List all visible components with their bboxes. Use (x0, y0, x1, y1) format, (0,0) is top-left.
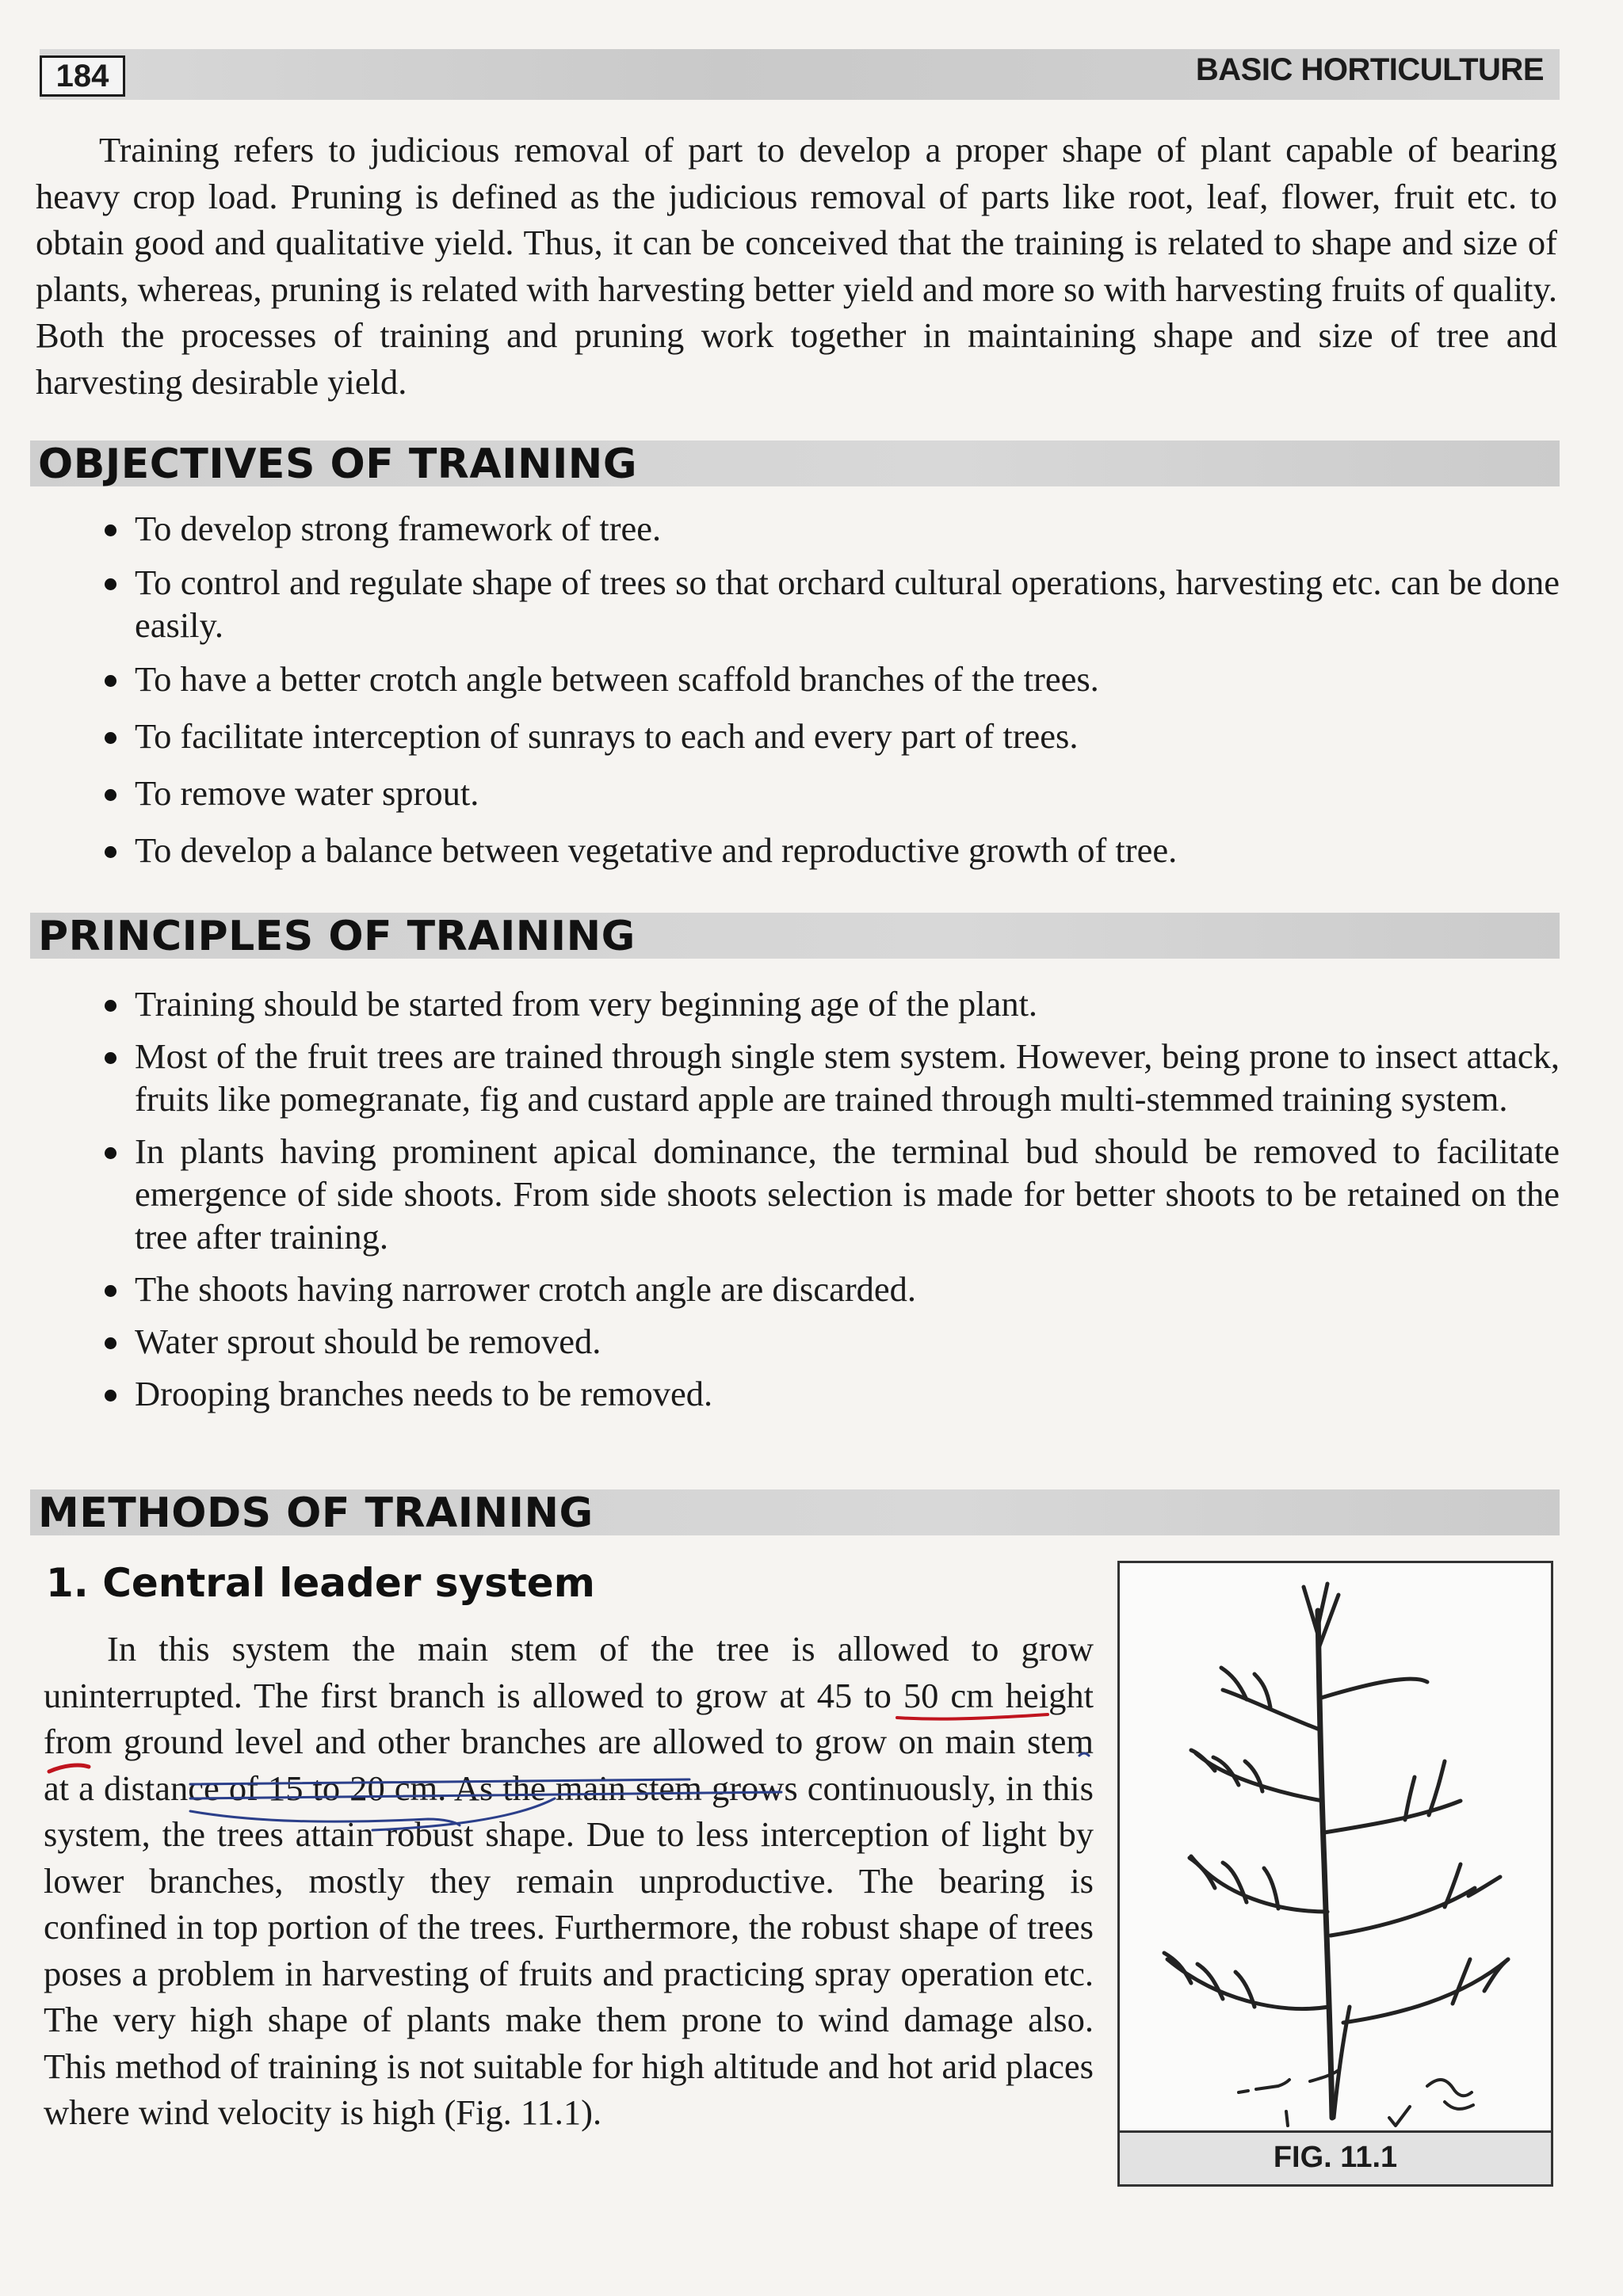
running-head: BASIC HORTICULTURE (1195, 52, 1544, 87)
principles-list (0, 982, 1560, 1415)
list-item: To develop strong framework of tree. (0, 507, 1560, 550)
figure-11-1 (1117, 1561, 1553, 2187)
page-header (40, 49, 1560, 100)
intro-paragraph: Training refers to judicious removal of part to develop a proper shape of plant capable of bearing heavy crop load. Pruning is defined as the judicious removal of parts like root, leaf, flower, fruit etc. to obtain good and qualitative yield. Thus, it can be conceived that the training is related to shape and size of plants, whereas, pruning is related with harvesting better yield and more so with harvesting fruits of quality. Both the processes of training and pruning work together in maintaining shape and size of tree and harvesting desirable yield. (36, 130, 1557, 402)
figure-caption: FIG. 11.1 (1120, 2130, 1551, 2184)
list-item: Most of the fruit trees are trained through single stem system. However, being prone to insect attack, fruits like pomegranate, fig and custard apple are trained through multi-stemmed training system. (0, 1035, 1560, 1120)
principles-heading-bar (30, 913, 1560, 959)
central-leader-subheading: 1. Central leader system (46, 1560, 595, 1606)
list-item: Drooping branches needs to be removed. (0, 1372, 1560, 1415)
list-item: The shoots having narrower crotch angle are discarded. (0, 1268, 1560, 1310)
list-item: To have a better crotch angle between scaffold branches of the trees. (0, 658, 1560, 700)
methods-heading: METHODS OF TRAINING (38, 1489, 594, 1537)
objectives-heading-bar (30, 441, 1560, 486)
methods-heading-bar (30, 1489, 1560, 1535)
list-item: To develop a balance between vegetative and reproductive growth of tree. (0, 829, 1560, 871)
list-item: To control and regulate shape of trees so that orchard cultural operations, harvesting etc. can be done easily. (0, 561, 1560, 646)
list-item: To facilitate interception of sunrays to each and every part of trees. (0, 715, 1560, 757)
principles-heading: PRINCIPLES OF TRAINING (38, 913, 636, 960)
list-item: Training should be started from very beginning age of the plant. (0, 982, 1560, 1025)
list-item: In plants having prominent apical dominance, the terminal bud should be removed to facilitate emergence of side shoots. From side shoots selection is made for better shoots to be retained on the tree after training. (0, 1130, 1560, 1258)
page-number: 184 (40, 55, 125, 97)
central-leader-paragraph: In this system the main stem of the tree is allowed to grow uninterrupted. The first branch is allowed to grow at 45 to 50 cm height from ground level and other branches are allowed to grow on main stem at a distance of 15 to 20 cm. As the main stem grows continuously, in this system, the trees attain robust shape. Due to less interception of light by lower branches, mostly they remain unproductive. The bearing is confined in top portion of the trees. Furthermore, the robust shape of trees poses a problem in harvesting of fruits and practicing spray operation etc. The very high shape of plants make them prone to wind damage also. This method of training is not suitable for high altitude and hot arid places where wind velocity is high (Fig. 11.1). (44, 1629, 1094, 2132)
objectives-list (0, 507, 1560, 871)
central-leader-tree-drawing-icon (1120, 1563, 1551, 2130)
objectives-heading: OBJECTIVES OF TRAINING (38, 441, 638, 488)
list-item: Water sprout should be removed. (0, 1320, 1560, 1363)
list-item: To remove water sprout. (0, 772, 1560, 814)
